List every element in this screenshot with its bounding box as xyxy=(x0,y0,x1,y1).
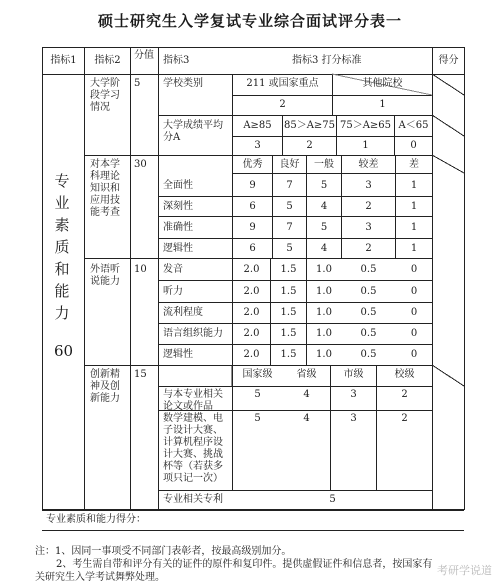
language-score: 1.0 xyxy=(316,307,332,318)
knowledge-score: 1 xyxy=(410,243,418,254)
knowledge-weight: 30 xyxy=(134,159,147,170)
language-score: 0.5 xyxy=(360,349,377,360)
language-score: 1.0 xyxy=(316,349,332,360)
header-weight: 分值 xyxy=(134,50,154,61)
group-score: 60 xyxy=(53,342,74,360)
grade-poor: 较差 xyxy=(358,159,379,170)
level-national: 国家级 xyxy=(242,369,273,380)
innovation-item: 与本专业相关论文或作品 xyxy=(163,389,223,412)
language-score: 0 xyxy=(410,349,418,360)
patent-score: 5 xyxy=(329,494,336,505)
gpa-range: 85＞A≥75 xyxy=(283,120,336,131)
knowledge-score: 1 xyxy=(410,222,418,233)
language-score: 0 xyxy=(410,264,418,275)
knowledge-score: 5 xyxy=(320,222,328,233)
knowledge-item: 深刻性 xyxy=(163,201,193,212)
gpa-label: 大学成绩平均分A xyxy=(163,120,223,143)
innovation-item: 数学建模、电子设计大赛、计算机程序设计大赛、挑战杯等（若获多项只记一次） xyxy=(163,413,223,484)
knowledge-score: 5 xyxy=(286,243,293,254)
language-score: 2.0 xyxy=(243,307,260,318)
gpa-score: 0 xyxy=(410,140,417,151)
grade-bad: 差 xyxy=(409,159,419,170)
innovation-score: 4 xyxy=(303,389,310,400)
gpa-score: 2 xyxy=(306,140,313,151)
grade-good: 良好 xyxy=(279,159,300,170)
school-type-211: 211 或国家重点 xyxy=(246,78,319,89)
study-name: 大学阶段学习情况 xyxy=(90,78,120,113)
language-score: 0 xyxy=(410,328,418,339)
language-score: 2.0 xyxy=(243,349,260,360)
innovation-score: 3 xyxy=(350,389,357,400)
gpa-range: 75＞A≥65 xyxy=(339,120,392,131)
knowledge-score: 6 xyxy=(249,201,256,212)
language-item: 逻辑性 xyxy=(163,349,193,360)
knowledge-score: 4 xyxy=(320,201,328,212)
language-item: 语言组织能力 xyxy=(163,328,223,339)
grade-fair: 一般 xyxy=(314,159,334,170)
knowledge-score: 2 xyxy=(365,243,372,254)
innovation-score: 4 xyxy=(303,413,310,424)
knowledge-score: 1 xyxy=(410,180,418,191)
gpa-score: 3 xyxy=(254,140,261,151)
knowledge-score: 9 xyxy=(249,180,256,191)
language-score: 1.5 xyxy=(280,307,297,318)
knowledge-score: 5 xyxy=(320,180,328,191)
language-score: 1.5 xyxy=(280,328,297,339)
knowledge-name: 对本学科理论知识和应用技能考查 xyxy=(90,159,120,218)
level-city: 市级 xyxy=(343,369,364,380)
language-score: 0.5 xyxy=(360,328,377,339)
knowledge-item: 准确性 xyxy=(163,222,193,233)
language-item: 发音 xyxy=(163,264,183,275)
innovation-name: 创新精神及创新能力 xyxy=(90,369,120,404)
language-item: 流利程度 xyxy=(163,307,203,318)
language-name: 外语听说能力 xyxy=(90,264,120,287)
gpa-score: 1 xyxy=(362,140,369,151)
knowledge-score: 7 xyxy=(286,180,293,191)
study-weight: 5 xyxy=(134,78,141,89)
language-score: 0.5 xyxy=(360,286,377,297)
language-score: 1.5 xyxy=(280,264,297,275)
school-type-other: 其他院校 xyxy=(362,78,403,89)
innovation-score: 2 xyxy=(401,413,408,424)
knowledge-score: 3 xyxy=(365,180,372,191)
school-score-other: 1 xyxy=(379,99,386,110)
knowledge-score: 7 xyxy=(286,222,293,233)
knowledge-item: 逻辑性 xyxy=(163,243,193,254)
innovation-score: 2 xyxy=(401,389,408,400)
knowledge-score: 5 xyxy=(286,201,293,212)
level-school: 校级 xyxy=(394,369,415,380)
language-score: 1.0 xyxy=(316,328,332,339)
knowledge-score: 6 xyxy=(249,243,256,254)
school-type-label: 学校类别 xyxy=(163,78,203,89)
language-score: 2.0 xyxy=(243,264,260,275)
language-score: 2.0 xyxy=(243,328,260,339)
language-score: 2.0 xyxy=(243,286,260,297)
language-score: 0 xyxy=(410,286,418,297)
grade-excellent: 优秀 xyxy=(242,159,263,170)
knowledge-score: 2 xyxy=(365,201,372,212)
header-col4: 指标3 打分标准 xyxy=(292,55,362,66)
gpa-range: A＜65 xyxy=(398,120,429,131)
knowledge-score: 4 xyxy=(320,243,328,254)
note-line: 关研究生入学考试舞弊处理。 xyxy=(35,572,165,583)
header-score: 得分 xyxy=(438,55,459,66)
total-label: 专业素质和能力得分： xyxy=(46,514,146,525)
header-col2: 指标2 xyxy=(94,55,121,66)
innovation-score: 5 xyxy=(254,389,261,400)
level-provincial: 省级 xyxy=(296,369,317,380)
note-line: 2、考生需自带和评分有关的证件的原件和复印件。提供虚假证件和信息者，按国家有 xyxy=(56,559,433,570)
group-name: 专业素质和能力 xyxy=(54,172,70,322)
page-title: 硕士研究生入学复试专业综合面试评分表一 xyxy=(97,12,402,30)
language-weight: 10 xyxy=(134,264,147,275)
watermark: 考研学说道 xyxy=(437,564,492,577)
knowledge-score: 1 xyxy=(410,201,418,212)
language-score: 0 xyxy=(410,307,418,318)
header-col3: 指标3 xyxy=(163,55,190,66)
header-col1: 指标1 xyxy=(50,55,77,66)
language-score: 0.5 xyxy=(360,264,377,275)
language-score: 1.0 xyxy=(316,286,332,297)
gpa-range: A≥85 xyxy=(243,120,272,131)
language-score: 1.0 xyxy=(316,264,332,275)
innovation-score: 3 xyxy=(350,413,357,424)
knowledge-score: 3 xyxy=(365,222,372,233)
knowledge-item: 全面性 xyxy=(163,180,193,191)
language-score: 0.5 xyxy=(360,307,377,318)
innovation-score: 5 xyxy=(254,413,261,424)
language-score: 1.5 xyxy=(280,286,297,297)
note-line: 注：1、因同一事项受不同部门表彰者，按最高级别加分。 xyxy=(35,546,292,557)
school-score-211: 2 xyxy=(279,99,286,110)
patent-label: 专业相关专利 xyxy=(163,494,223,505)
language-score: 1.5 xyxy=(280,349,297,360)
knowledge-score: 9 xyxy=(249,222,256,233)
innovation-weight: 15 xyxy=(134,369,147,380)
language-item: 听力 xyxy=(163,286,183,297)
